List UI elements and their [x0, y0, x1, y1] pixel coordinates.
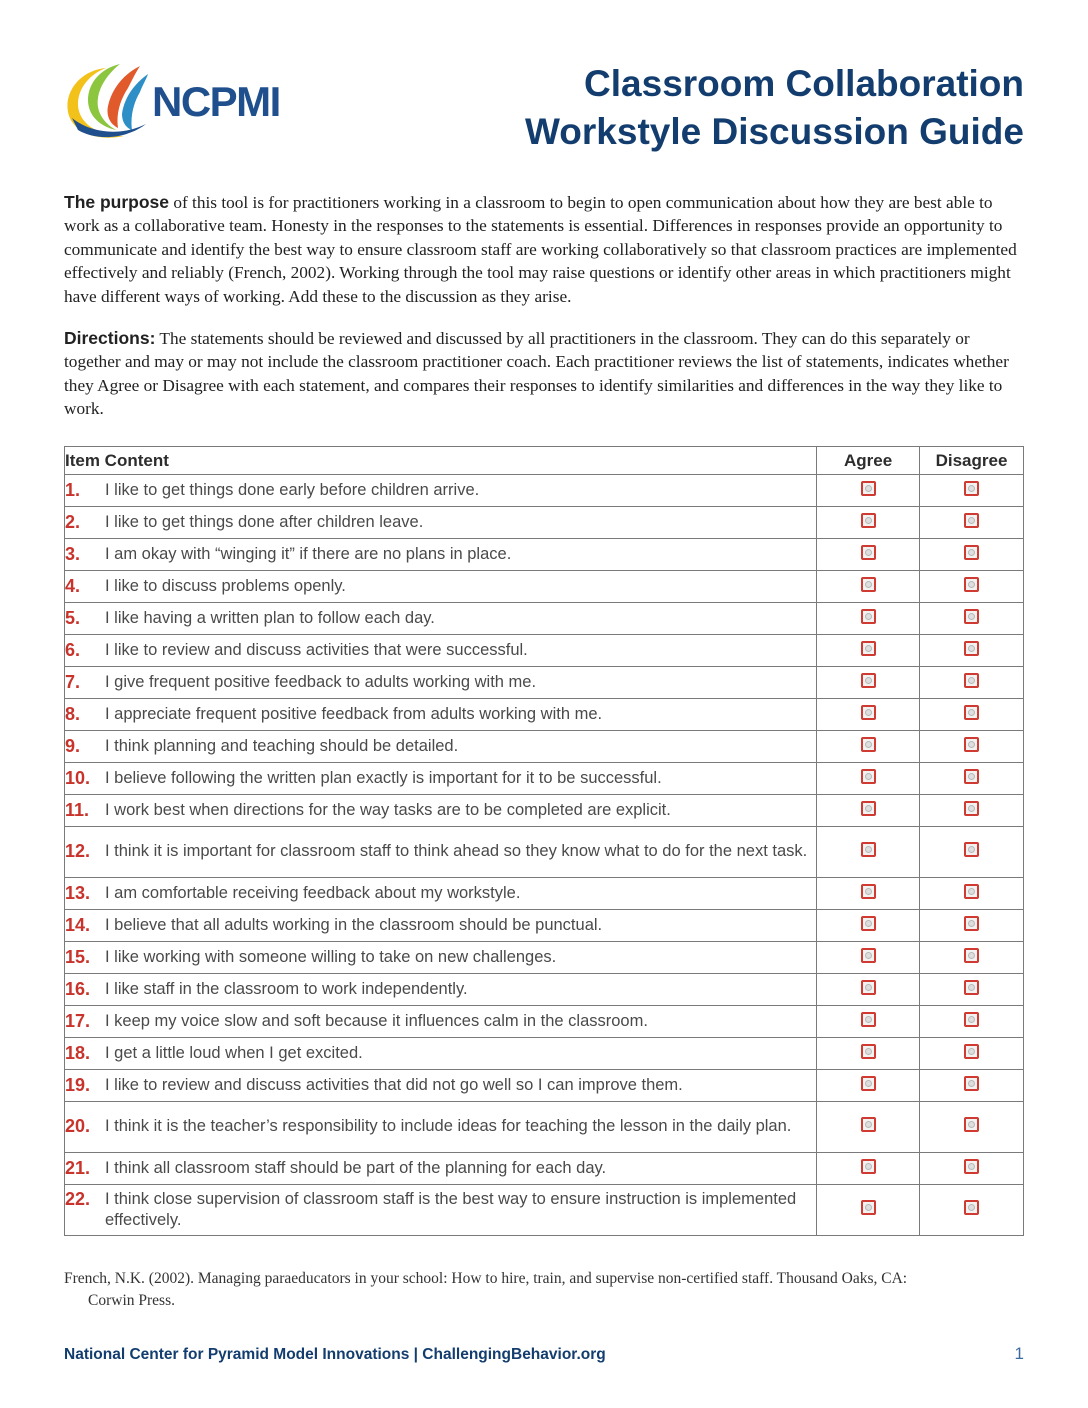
agree-checkbox[interactable]: [861, 842, 876, 857]
agree-checkbox[interactable]: [861, 1200, 876, 1215]
directions-paragraph: [64, 327, 1026, 421]
disagree-cell: [920, 910, 1024, 942]
item-number: 20.: [65, 1116, 91, 1137]
disagree-cell: [920, 974, 1024, 1006]
disagree-cell: [920, 699, 1024, 731]
disagree-cell: [920, 507, 1024, 539]
reference-line-1: French, N.K. (2002). Managing paraeducators in your school: How to hire, train, and supervise non-certified staff. Thousand Oaks, CA:: [64, 1270, 908, 1287]
agree-cell: [817, 1185, 920, 1236]
disagree-checkbox[interactable]: [964, 609, 979, 624]
item-number: 14.: [65, 914, 91, 935]
disagree-cell: [920, 731, 1024, 763]
disagree-cell: [920, 539, 1024, 571]
table-row: [65, 667, 1024, 699]
agree-cell: [817, 603, 920, 635]
disagree-cell: [920, 1102, 1024, 1153]
table-row: [65, 942, 1024, 974]
agree-cell: [817, 827, 920, 878]
agree-checkbox[interactable]: [861, 1159, 876, 1174]
item-cell: [65, 878, 817, 910]
item-number: 12.: [65, 841, 91, 862]
item-cell: [65, 699, 817, 731]
disagree-checkbox[interactable]: [964, 1012, 979, 1027]
disagree-checkbox[interactable]: [964, 1159, 979, 1174]
footer-text: National Center for Pyramid Model Innovations | ChallengingBehavior.org: [64, 1346, 606, 1363]
item-number: 1.: [65, 479, 81, 500]
item-number: 11.: [65, 799, 90, 820]
reference-citation: [64, 1268, 1024, 1311]
item-number: 9.: [65, 735, 81, 756]
agree-checkbox[interactable]: [861, 513, 876, 528]
disagree-checkbox[interactable]: [964, 1044, 979, 1059]
item-cell: [65, 1038, 817, 1070]
disagree-checkbox[interactable]: [964, 801, 979, 816]
disagree-cell: [920, 763, 1024, 795]
agree-checkbox[interactable]: [861, 1044, 876, 1059]
table-row: [65, 795, 1024, 827]
item-cell: [65, 539, 817, 571]
disagree-cell: [920, 827, 1024, 878]
item-number: 13.: [65, 882, 91, 903]
page-number: 1: [1014, 1344, 1024, 1363]
disagree-cell: [920, 1006, 1024, 1038]
item-number: 8.: [65, 703, 81, 724]
item-text: I think it is important for classroom staff to think ahead so they know what to do for the next task.: [105, 842, 808, 861]
disagree-cell: [920, 1153, 1024, 1185]
item-text: I think planning and teaching should be detailed.: [105, 736, 459, 755]
agree-checkbox[interactable]: [861, 1012, 876, 1027]
disagree-checkbox[interactable]: [964, 916, 979, 931]
item-number: 2.: [65, 511, 81, 532]
disagree-checkbox[interactable]: [964, 1117, 979, 1132]
item-number: 21.: [65, 1157, 91, 1178]
agree-cell: [817, 507, 920, 539]
table-row: [65, 507, 1024, 539]
item-number: 3.: [65, 543, 81, 564]
agree-checkbox[interactable]: [861, 545, 876, 560]
disagree-cell: [920, 795, 1024, 827]
agree-checkbox[interactable]: [861, 481, 876, 496]
item-cell: [65, 974, 817, 1006]
table-row: [65, 1006, 1024, 1038]
item-text: I keep my voice slow and soft because it influences calm in the classroom.: [105, 1011, 648, 1030]
header-agree: Agree: [817, 447, 920, 475]
item-number: 15.: [65, 946, 91, 967]
agree-cell: [817, 878, 920, 910]
agree-checkbox[interactable]: [861, 801, 876, 816]
item-text: I am comfortable receiving feedback about my workstyle.: [105, 883, 521, 902]
disagree-cell: [920, 603, 1024, 635]
item-number: 7.: [65, 671, 81, 692]
item-text: I get a little loud when I get excited.: [105, 1043, 363, 1062]
agree-cell: [817, 699, 920, 731]
item-text: I think close supervision of classroom staff is the best way to ensure instruction is implemented effectively.: [105, 1189, 797, 1229]
purpose-text: of this tool is for practitioners working in a classroom to begin to open communication about how they are best able to work as a collaborative team. Honesty in the responses to the statements is essential. Differences in responses provide an opportunity to communicate and identify the best way to ensure classroom staff are working collaboratively so that classroom practices are implemented effectively and reliably (French, 2002). Working through the tool may raise questions or identify other areas in which practitioners might have different ways of working. Add these to the discussion as they arise.: [64, 193, 1017, 306]
header-disagree: Disagree: [920, 447, 1024, 475]
item-cell: [65, 1185, 817, 1236]
disagree-checkbox[interactable]: [964, 1076, 979, 1091]
item-cell: [65, 942, 817, 974]
item-text: I think all classroom staff should be part of the planning for each day.: [105, 1158, 607, 1177]
disagree-checkbox[interactable]: [964, 1200, 979, 1215]
purpose-paragraph: [64, 191, 1026, 308]
disagree-checkbox[interactable]: [964, 842, 979, 857]
disagree-cell: [920, 1070, 1024, 1102]
title-line-2: Workstyle Discussion Guide: [525, 111, 1024, 152]
disagree-cell: [920, 942, 1024, 974]
table-row: [65, 475, 1024, 507]
disagree-checkbox[interactable]: [964, 641, 979, 656]
agree-cell: [817, 539, 920, 571]
agree-cell: [817, 667, 920, 699]
item-text: I think it is the teacher’s responsibility to include ideas for teaching the lesson in the daily plan.: [105, 1117, 792, 1136]
item-text: I appreciate frequent positive feedback from adults working with me.: [105, 704, 603, 723]
item-text: I like to get things done early before children arrive.: [105, 480, 480, 499]
disagree-cell: [920, 1038, 1024, 1070]
table-row: [65, 763, 1024, 795]
table-body: [65, 475, 1024, 1236]
item-text: I work best when directions for the way tasks are to be completed are explicit.: [105, 800, 671, 819]
item-text: I am okay with “winging it” if there are no plans in place.: [105, 544, 512, 563]
item-number: 10.: [65, 767, 91, 788]
agree-cell: [817, 1070, 920, 1102]
agree-checkbox[interactable]: [861, 948, 876, 963]
item-cell: [65, 1070, 817, 1102]
disagree-cell: [920, 1185, 1024, 1236]
table-row: [65, 539, 1024, 571]
logo-wordmark: NCPMI: [152, 78, 280, 125]
item-cell: [65, 1102, 817, 1153]
item-number: 18.: [65, 1042, 91, 1063]
agree-cell: [817, 731, 920, 763]
disagree-checkbox[interactable]: [964, 769, 979, 784]
agree-cell: [817, 942, 920, 974]
table-row: [65, 1070, 1024, 1102]
table-row: [65, 1038, 1024, 1070]
header-item-content: Item Content: [65, 447, 817, 475]
purpose-lead: The purpose: [64, 192, 170, 212]
item-text: I like staff in the classroom to work independently.: [105, 979, 468, 998]
item-cell: [65, 1153, 817, 1185]
agree-checkbox[interactable]: [861, 705, 876, 720]
item-cell: [65, 763, 817, 795]
item-cell: [65, 1006, 817, 1038]
table-row: [65, 1185, 1024, 1236]
agree-checkbox[interactable]: [861, 884, 876, 899]
directions-text: The statements should be reviewed and discussed by all practitioners in the classroom. They can do this separately or together and may or may not include the classroom practitioner coach. Each practitioner reviews the list of statements, indicates whether they Agree or Disagree with each statement, and compares their responses to identify similarities and differences in the way they like to work.: [64, 329, 1009, 419]
agree-checkbox[interactable]: [861, 737, 876, 752]
item-text: I believe following the written plan exactly is important for it to be successful.: [105, 768, 662, 787]
agree-checkbox[interactable]: [861, 1117, 876, 1132]
item-number: 17.: [65, 1010, 91, 1031]
disagree-cell: [920, 475, 1024, 507]
item-number: 5.: [65, 607, 81, 628]
disagree-checkbox[interactable]: [964, 673, 979, 688]
disagree-cell: [920, 878, 1024, 910]
item-number: 22.: [65, 1188, 91, 1209]
table-row: [65, 699, 1024, 731]
table-header-row: [65, 447, 1024, 475]
disagree-cell: [920, 635, 1024, 667]
agree-cell: [817, 571, 920, 603]
item-cell: [65, 795, 817, 827]
disagree-checkbox[interactable]: [964, 481, 979, 496]
item-text: I believe that all adults working in the classroom should be punctual.: [105, 915, 603, 934]
disagree-cell: [920, 667, 1024, 699]
agree-cell: [817, 635, 920, 667]
item-text: I like to review and discuss activities that were successful.: [105, 640, 528, 659]
disagree-cell: [920, 571, 1024, 603]
item-cell: [65, 731, 817, 763]
item-number: 16.: [65, 978, 91, 999]
agree-cell: [817, 763, 920, 795]
agree-cell: [817, 475, 920, 507]
item-text: I like having a written plan to follow each day.: [105, 608, 435, 627]
item-cell: [65, 910, 817, 942]
agree-checkbox[interactable]: [861, 980, 876, 995]
agree-checkbox[interactable]: [861, 641, 876, 656]
table-row: [65, 974, 1024, 1006]
table-row: [65, 731, 1024, 763]
table-row: [65, 1153, 1024, 1185]
disagree-checkbox[interactable]: [964, 737, 979, 752]
agree-cell: [817, 974, 920, 1006]
agree-cell: [817, 910, 920, 942]
agree-checkbox[interactable]: [861, 673, 876, 688]
disagree-checkbox[interactable]: [964, 513, 979, 528]
directions-lead: Directions:: [64, 328, 156, 348]
item-number: 6.: [65, 639, 81, 660]
item-cell: [65, 571, 817, 603]
disagree-checkbox[interactable]: [964, 980, 979, 995]
agree-checkbox[interactable]: [861, 609, 876, 624]
item-text: I like to get things done after children leave.: [105, 512, 424, 531]
disagree-checkbox[interactable]: [964, 705, 979, 720]
disagree-checkbox[interactable]: [964, 884, 979, 899]
item-text: I give frequent positive feedback to adults working with me.: [105, 672, 537, 691]
item-cell: [65, 635, 817, 667]
item-text: I like working with someone willing to take on new challenges.: [105, 947, 557, 966]
title-line-1: Classroom Collaboration: [584, 63, 1024, 104]
table-row: [65, 603, 1024, 635]
agree-checkbox[interactable]: [861, 916, 876, 931]
item-cell: [65, 827, 817, 878]
table-row: [65, 910, 1024, 942]
agree-cell: [817, 1038, 920, 1070]
agree-checkbox[interactable]: [861, 1076, 876, 1091]
table-row: [65, 635, 1024, 667]
disagree-checkbox[interactable]: [964, 577, 979, 592]
workstyle-table: [64, 446, 1024, 1236]
page-title: [525, 60, 1024, 156]
item-cell: [65, 475, 817, 507]
agree-cell: [817, 1102, 920, 1153]
agree-cell: [817, 1153, 920, 1185]
table-row: [65, 827, 1024, 878]
table-row: [65, 878, 1024, 910]
item-text: I like to discuss problems openly.: [105, 576, 346, 595]
item-cell: [65, 667, 817, 699]
agree-checkbox[interactable]: [861, 769, 876, 784]
agree-checkbox[interactable]: [861, 577, 876, 592]
item-cell: [65, 507, 817, 539]
agree-cell: [817, 1006, 920, 1038]
agree-cell: [817, 795, 920, 827]
disagree-checkbox[interactable]: [964, 545, 979, 560]
item-cell: [65, 603, 817, 635]
reference-line-2: Corwin Press.: [88, 1291, 175, 1309]
item-number: 4.: [65, 575, 81, 596]
item-text: I like to review and discuss activities that did not go well so I can improve them.: [105, 1075, 683, 1094]
table-row: [65, 1102, 1024, 1153]
table-row: [65, 571, 1024, 603]
item-number: 19.: [65, 1074, 91, 1095]
disagree-checkbox[interactable]: [964, 948, 979, 963]
